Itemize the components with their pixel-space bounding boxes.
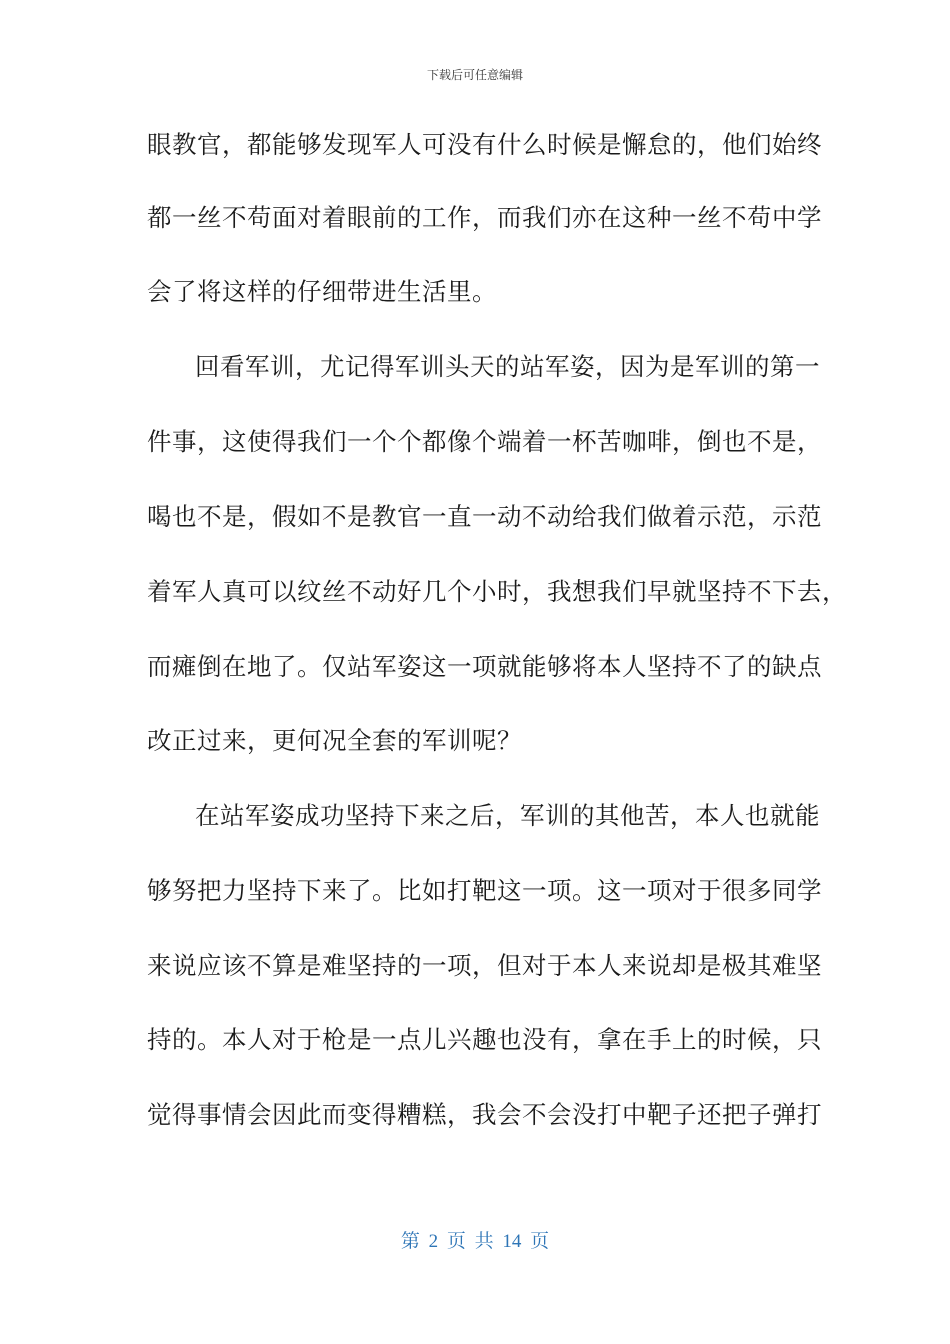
paragraph-first-line: 回看军训，尤记得军训头天的站军姿，因为是军训的第一	[195, 352, 820, 381]
text-line: 着军人真可以纹丝不动好几个小时，我想我们早就坚持不下去，	[147, 577, 847, 606]
text-line: 够努把力坚持下来了。比如打靶这一项。这一项对于很多同学	[147, 876, 822, 905]
text-line: 持的。本人对于枪是一点儿兴趣也没有，拿在手上的时候，只	[147, 1025, 822, 1054]
text-line: 改正过来，更何况全套的军训呢？	[147, 726, 522, 755]
header-note: 下载后可任意编辑	[426, 68, 523, 82]
text-line: 都一丝不苟面对着眼前的工作，而我们亦在这种一丝不苟中学	[147, 203, 822, 232]
text-line: 眼教官，都能够发现军人可没有什么时候是懈怠的，他们始终	[147, 130, 822, 159]
paragraph-first-line: 在站军姿成功坚持下来之后，军训的其他苦，本人也就能	[195, 801, 820, 830]
text-line: 来说应该不算是难坚持的一项，但对于本人来说却是极其难坚	[147, 951, 822, 980]
text-line: 觉得事情会因此而变得糟糕，我会不会没打中靶子还把子弹打	[147, 1100, 822, 1129]
page-number-footer: 第 2 页 共 14 页	[400, 1231, 550, 1252]
text-line: 而瘫倒在地了。仅站军姿这一项就能够将本人坚持不了的缺点	[147, 652, 822, 681]
text-line: 会了将这样的仔细带进生活里。	[147, 277, 497, 306]
text-line: 件事，这使得我们一个个都像个端着一杯苦咖啡，倒也不是，	[147, 427, 822, 456]
text-line: 喝也不是，假如不是教官一直一动不动给我们做着示范，示范	[147, 502, 822, 531]
